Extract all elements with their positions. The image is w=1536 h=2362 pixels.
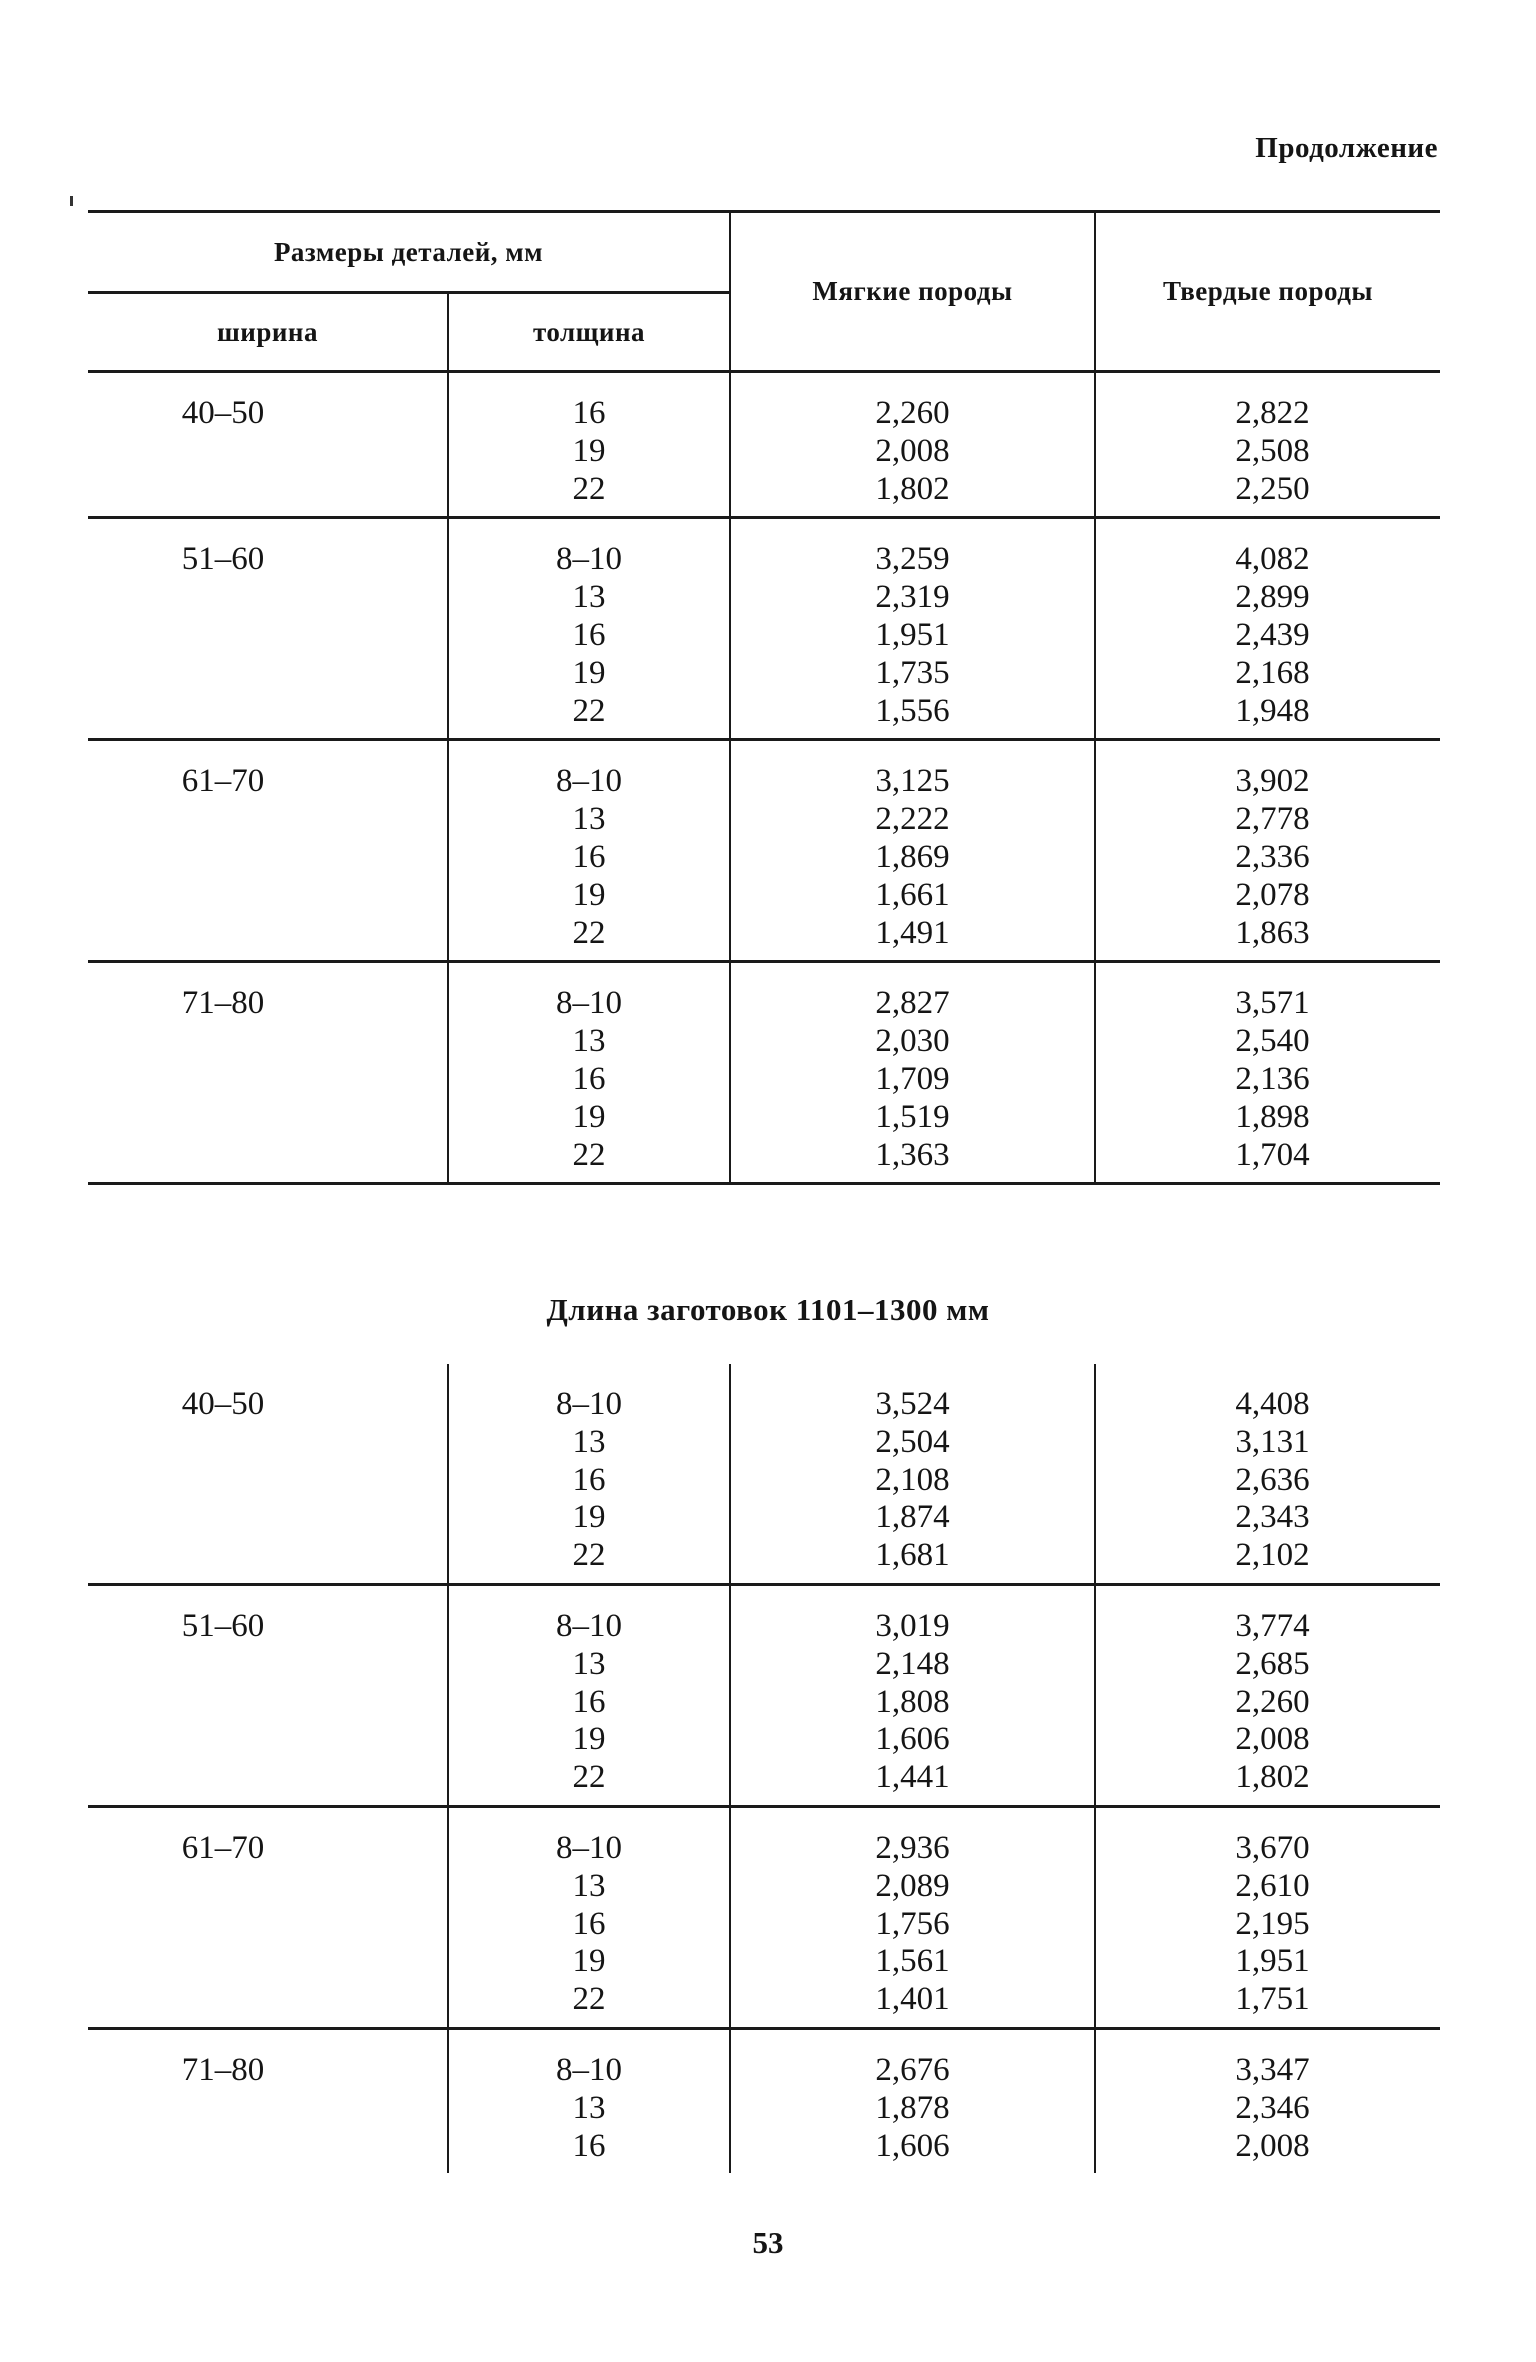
thickness-cell [448, 962, 730, 1184]
hard-value: 3,347 [1235, 2051, 1310, 2088]
table-row [88, 1364, 1440, 1584]
hard-value: 2,168 [1235, 654, 1310, 691]
soft-cell [730, 2028, 1095, 2173]
thickness-value: 19 [572, 654, 606, 691]
hard-cell [1095, 1806, 1440, 2028]
thickness-value: 8–10 [556, 541, 622, 578]
header-hard-woods: Твердые породы [1095, 212, 1440, 372]
hard-cell [1095, 1364, 1440, 1584]
soft-cell [730, 1364, 1095, 1584]
soft-value: 3,019 [875, 1607, 950, 1644]
hard-cell [1095, 518, 1440, 740]
soft-value: 1,878 [875, 2089, 950, 2126]
soft-value: 2,827 [875, 985, 950, 1022]
hard-value: 2,636 [1235, 1461, 1310, 1498]
thickness-cell [448, 740, 730, 962]
soft-value: 2,260 [875, 395, 950, 431]
soft-value: 1,606 [875, 2127, 950, 2164]
thickness-cell [448, 1584, 730, 1806]
table-row [88, 962, 1440, 1184]
thickness-value: 13 [572, 579, 606, 616]
thickness-value: 22 [572, 692, 606, 729]
soft-value: 3,259 [875, 541, 950, 578]
thickness-value: 8–10 [556, 1829, 622, 1866]
margin-mark [70, 196, 73, 206]
page-number: 53 [752, 2225, 784, 2260]
thickness-value: 19 [572, 432, 606, 469]
width-cell: 61–70 [88, 1806, 448, 2028]
thickness-cell [448, 372, 730, 518]
hard-value: 2,136 [1235, 1060, 1310, 1097]
hard-value: 3,670 [1235, 1829, 1310, 1866]
hard-value: 2,822 [1235, 395, 1310, 431]
soft-value: 1,709 [875, 1060, 950, 1097]
hard-value: 2,778 [1235, 801, 1310, 838]
hard-cell [1095, 740, 1440, 962]
hard-value: 1,751 [1235, 1981, 1310, 2018]
hard-value: 2,195 [1235, 1905, 1310, 1942]
soft-value: 3,524 [875, 1386, 950, 1422]
soft-value: 2,108 [875, 1461, 950, 1498]
thickness-value: 22 [572, 470, 606, 507]
thickness-value: 8–10 [556, 763, 622, 800]
thickness-value: 22 [572, 1537, 606, 1574]
thickness-value: 22 [572, 1981, 606, 2018]
table-bottom-body [88, 1364, 1440, 2173]
thickness-cell [448, 1364, 730, 1584]
table-row [88, 740, 1440, 962]
soft-value: 1,441 [875, 1759, 950, 1796]
thickness-value: 16 [572, 616, 606, 653]
hard-value: 1,863 [1235, 914, 1310, 951]
soft-value: 2,936 [875, 1829, 950, 1866]
hard-value: 4,408 [1235, 1386, 1310, 1422]
hard-value: 2,336 [1235, 838, 1310, 875]
hard-value: 2,346 [1235, 2089, 1310, 2126]
thickness-value: 13 [572, 1867, 606, 1904]
section-title: Длина заготовок 1101–1300 мм [546, 1292, 990, 1327]
width-cell: 40–50 [88, 372, 448, 518]
soft-value: 1,681 [875, 1537, 950, 1574]
thickness-value: 16 [572, 395, 606, 431]
hard-cell [1095, 962, 1440, 1184]
table-row [88, 1584, 1440, 1806]
table-top [88, 210, 1440, 1185]
soft-value: 2,504 [875, 1423, 950, 1460]
thickness-value: 8–10 [556, 2051, 622, 2088]
hard-value: 3,571 [1235, 985, 1310, 1022]
hard-value: 1,898 [1235, 1098, 1310, 1135]
width-cell: 61–70 [88, 740, 448, 962]
thickness-value: 8–10 [556, 1386, 622, 1422]
thickness-value: 19 [572, 1943, 606, 1980]
soft-value: 1,491 [875, 914, 950, 951]
hard-value: 2,008 [1235, 2127, 1310, 2164]
thickness-value: 22 [572, 1136, 606, 1173]
soft-value: 1,401 [875, 1981, 950, 2018]
thickness-value: 16 [572, 1060, 606, 1097]
soft-value: 2,319 [875, 579, 950, 616]
hard-value: 2,508 [1235, 432, 1310, 469]
hard-value: 2,540 [1235, 1023, 1310, 1060]
thickness-value: 16 [572, 1461, 606, 1498]
width-cell: 40–50 [88, 1364, 448, 1584]
header-group-sizes: Размеры деталей, мм [88, 212, 730, 293]
soft-value: 2,676 [875, 2051, 950, 2088]
hard-cell [1095, 1584, 1440, 1806]
thickness-value: 13 [572, 1423, 606, 1460]
soft-cell [730, 740, 1095, 962]
thickness-cell [448, 2028, 730, 2173]
soft-cell [730, 372, 1095, 518]
thickness-value: 19 [572, 1721, 606, 1758]
hard-value: 2,439 [1235, 616, 1310, 653]
hard-value: 2,250 [1235, 470, 1310, 507]
hard-value: 2,343 [1235, 1499, 1310, 1536]
continuation-label: Продолжение [1255, 132, 1438, 164]
hard-value: 2,260 [1235, 1683, 1310, 1720]
soft-value: 1,869 [875, 838, 950, 875]
thickness-value: 16 [572, 838, 606, 875]
thickness-value: 8–10 [556, 1607, 622, 1644]
hard-value: 3,131 [1235, 1423, 1310, 1460]
soft-value: 1,661 [875, 876, 950, 913]
thickness-value: 16 [572, 1905, 606, 1942]
table-row [88, 1806, 1440, 2028]
soft-value: 3,125 [875, 763, 950, 800]
thickness-value: 19 [572, 1098, 606, 1135]
thickness-value: 13 [572, 1645, 606, 1682]
soft-cell [730, 1584, 1095, 1806]
thickness-value: 13 [572, 1023, 606, 1060]
thickness-value: 22 [572, 914, 606, 951]
soft-value: 1,874 [875, 1499, 950, 1536]
soft-value: 1,808 [875, 1683, 950, 1720]
thickness-value: 16 [572, 2127, 606, 2164]
hard-value: 4,082 [1235, 541, 1310, 578]
soft-value: 1,519 [875, 1098, 950, 1135]
soft-cell [730, 518, 1095, 740]
table-bottom [88, 1364, 1440, 2173]
thickness-value: 13 [572, 2089, 606, 2126]
soft-value: 1,556 [875, 692, 950, 729]
width-cell: 71–80 [88, 962, 448, 1184]
soft-value: 1,802 [875, 470, 950, 507]
hard-value: 1,802 [1235, 1759, 1310, 1796]
hard-value: 2,102 [1235, 1537, 1310, 1574]
hard-value: 2,078 [1235, 876, 1310, 913]
thickness-cell [448, 518, 730, 740]
hard-cell [1095, 2028, 1440, 2173]
hard-cell [1095, 372, 1440, 518]
soft-value: 2,222 [875, 801, 950, 838]
hard-value: 2,685 [1235, 1645, 1310, 1682]
hard-value: 2,008 [1235, 1721, 1310, 1758]
hard-value: 2,610 [1235, 1867, 1310, 1904]
header-width: ширина [88, 293, 448, 372]
soft-cell [730, 962, 1095, 1184]
thickness-value: 19 [572, 876, 606, 913]
table-row [88, 2028, 1440, 2173]
soft-cell [730, 1806, 1095, 2028]
soft-value: 1,951 [875, 616, 950, 653]
width-cell: 51–60 [88, 518, 448, 740]
header-thickness: толщина [448, 293, 730, 372]
hard-value: 1,948 [1235, 692, 1310, 729]
soft-value: 1,756 [875, 1905, 950, 1942]
table-row [88, 372, 1440, 518]
hard-value: 2,899 [1235, 579, 1310, 616]
hard-value: 1,704 [1235, 1136, 1310, 1173]
soft-value: 1,606 [875, 1721, 950, 1758]
header-soft-woods: Мягкие породы [730, 212, 1095, 372]
thickness-value: 19 [572, 1499, 606, 1536]
table-top-body [88, 372, 1440, 1184]
thickness-cell [448, 1806, 730, 2028]
soft-value: 2,008 [875, 432, 950, 469]
thickness-value: 22 [572, 1759, 606, 1796]
width-cell: 51–60 [88, 1584, 448, 1806]
width-cell: 71–80 [181, 2051, 265, 2088]
hard-value: 3,902 [1235, 763, 1310, 800]
soft-value: 1,561 [875, 1943, 950, 1980]
soft-value: 1,735 [875, 654, 950, 691]
table-row [88, 518, 1440, 740]
soft-value: 2,089 [875, 1867, 950, 1904]
soft-value: 1,363 [875, 1136, 950, 1173]
hard-value: 1,951 [1235, 1943, 1310, 1980]
hard-value: 3,774 [1235, 1607, 1310, 1644]
thickness-value: 8–10 [556, 985, 622, 1022]
soft-value: 2,148 [875, 1645, 950, 1682]
thickness-value: 16 [572, 1683, 606, 1720]
soft-value: 2,030 [875, 1023, 950, 1060]
thickness-value: 13 [572, 801, 606, 838]
